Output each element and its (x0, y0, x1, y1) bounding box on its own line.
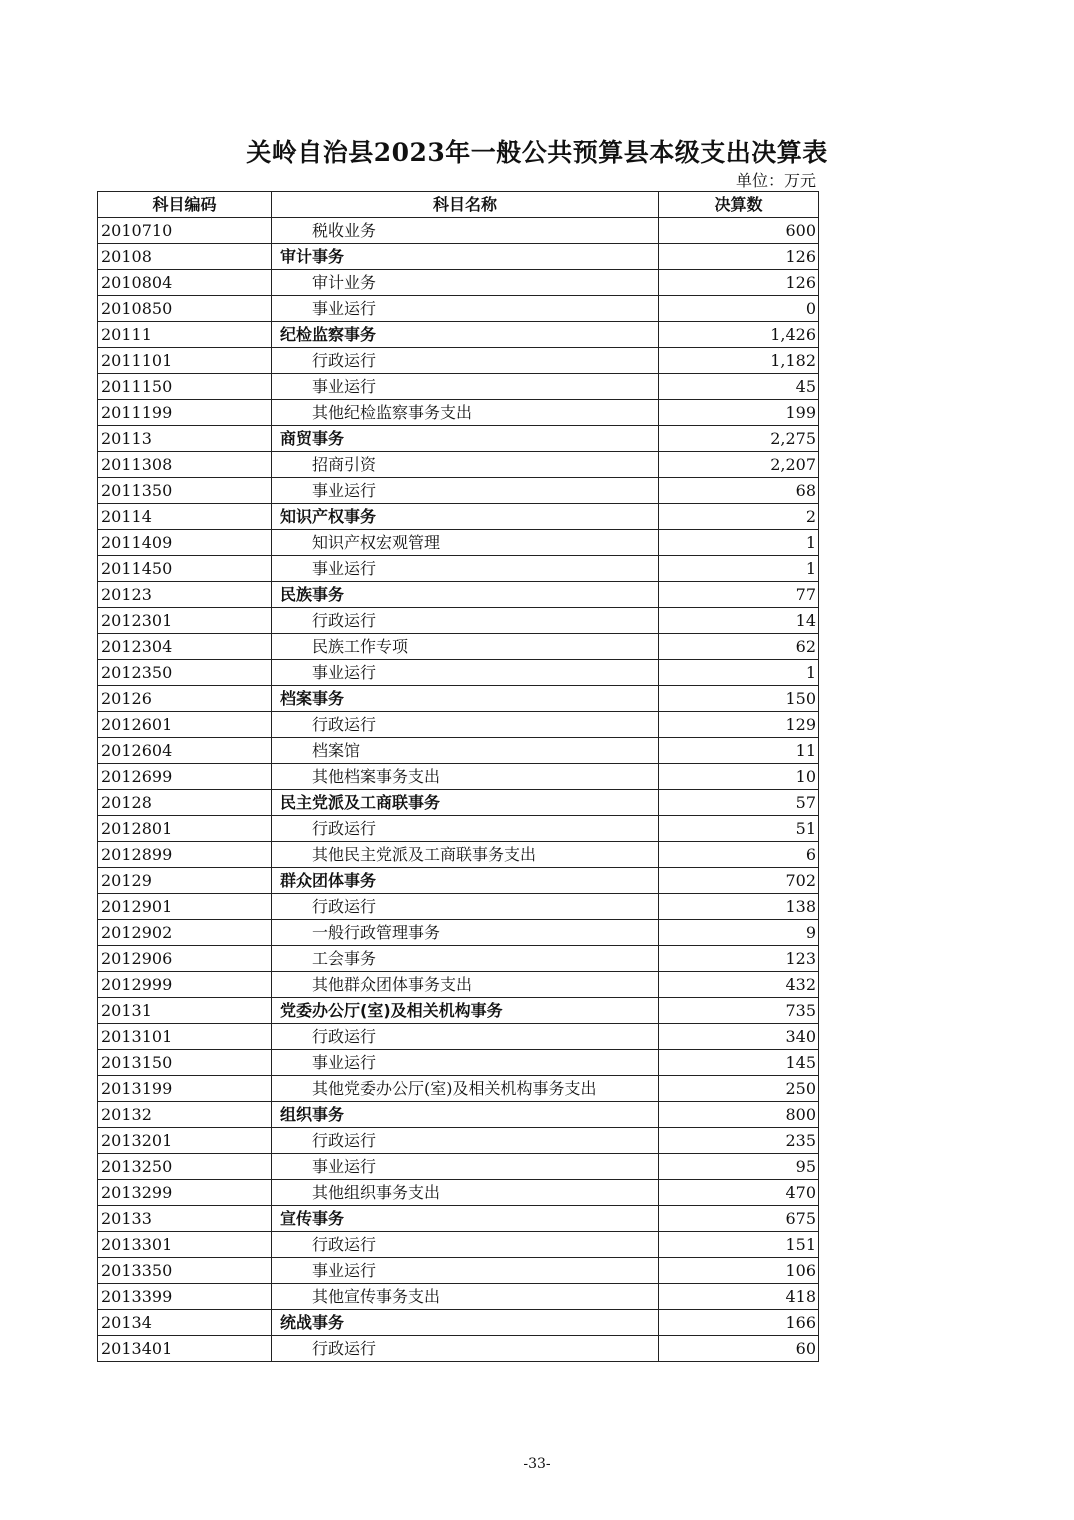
table-row (98, 478, 819, 504)
table-row (98, 764, 819, 790)
table-row (98, 296, 819, 322)
row-code: 2013101 (98, 1024, 272, 1050)
table-row (98, 244, 819, 270)
row-name: 其他党委办公厅(室)及相关机构事务支出 (272, 1076, 659, 1102)
row-amount: 126 (659, 270, 819, 296)
header-name: 科目名称 (272, 192, 659, 218)
row-name: 纪检监察事务 (272, 322, 659, 348)
row-amount: 145 (659, 1050, 819, 1076)
row-amount: 151 (659, 1232, 819, 1258)
row-code: 2011199 (98, 400, 272, 426)
table-row (98, 920, 819, 946)
table-row (98, 608, 819, 634)
row-code: 2012901 (98, 894, 272, 920)
row-name: 民主党派及工商联事务 (272, 790, 659, 816)
row-name: 事业运行 (272, 478, 659, 504)
row-name: 行政运行 (272, 1336, 659, 1362)
row-amount: 77 (659, 582, 819, 608)
table-row (98, 1024, 819, 1050)
table-row (98, 1102, 819, 1128)
row-name: 其他档案事务支出 (272, 764, 659, 790)
row-amount: 166 (659, 1310, 819, 1336)
table-row (98, 374, 819, 400)
table-row (98, 1050, 819, 1076)
table-row (98, 1258, 819, 1284)
table-row (98, 868, 819, 894)
row-amount: 14 (659, 608, 819, 634)
row-name: 统战事务 (272, 1310, 659, 1336)
table-row (98, 738, 819, 764)
row-code: 2012899 (98, 842, 272, 868)
row-code: 2011450 (98, 556, 272, 582)
row-code: 2011350 (98, 478, 272, 504)
row-amount: 1,426 (659, 322, 819, 348)
row-name: 其他纪检监察事务支出 (272, 400, 659, 426)
page-title: 关岭自治县2023年一般公共预算县本级支出决算表 (246, 138, 828, 167)
table-header-row (98, 192, 819, 218)
row-code: 2011101 (98, 348, 272, 374)
row-name: 一般行政管理事务 (272, 920, 659, 946)
table-body (98, 218, 819, 1362)
row-code: 20126 (98, 686, 272, 712)
row-code: 2013401 (98, 1336, 272, 1362)
row-amount: 106 (659, 1258, 819, 1284)
row-amount: 57 (659, 790, 819, 816)
row-code: 20113 (98, 426, 272, 452)
row-code: 2011150 (98, 374, 272, 400)
table-row (98, 530, 819, 556)
table-row (98, 1284, 819, 1310)
table-row (98, 946, 819, 972)
row-amount: 2 (659, 504, 819, 530)
row-code: 2013350 (98, 1258, 272, 1284)
row-amount: 432 (659, 972, 819, 998)
row-code: 2012601 (98, 712, 272, 738)
row-name: 工会事务 (272, 946, 659, 972)
row-amount: 9 (659, 920, 819, 946)
row-amount: 6 (659, 842, 819, 868)
row-code: 20111 (98, 322, 272, 348)
row-name: 其他民主党派及工商联事务支出 (272, 842, 659, 868)
table-row (98, 634, 819, 660)
row-amount: 2,207 (659, 452, 819, 478)
row-amount: 800 (659, 1102, 819, 1128)
table-row (98, 400, 819, 426)
row-code: 20123 (98, 582, 272, 608)
row-name: 其他群众团体事务支出 (272, 972, 659, 998)
row-code: 2013201 (98, 1128, 272, 1154)
row-code: 2010804 (98, 270, 272, 296)
table-row (98, 998, 819, 1024)
row-amount: 1 (659, 556, 819, 582)
row-name: 事业运行 (272, 556, 659, 582)
row-amount: 60 (659, 1336, 819, 1362)
row-amount: 62 (659, 634, 819, 660)
row-code: 2012304 (98, 634, 272, 660)
table-row (98, 972, 819, 998)
row-name: 知识产权宏观管理 (272, 530, 659, 556)
row-code: 20134 (98, 1310, 272, 1336)
row-name: 审计业务 (272, 270, 659, 296)
row-code: 2010850 (98, 296, 272, 322)
header-code: 科目编码 (98, 192, 272, 218)
row-name: 事业运行 (272, 1258, 659, 1284)
row-name: 税收业务 (272, 218, 659, 244)
row-name: 行政运行 (272, 1232, 659, 1258)
row-amount: 129 (659, 712, 819, 738)
row-amount: 123 (659, 946, 819, 972)
row-amount: 11 (659, 738, 819, 764)
row-code: 20133 (98, 1206, 272, 1232)
table-row (98, 1206, 819, 1232)
row-name: 其他宣传事务支出 (272, 1284, 659, 1310)
table-row (98, 686, 819, 712)
table-row (98, 816, 819, 842)
row-amount: 45 (659, 374, 819, 400)
row-code: 20132 (98, 1102, 272, 1128)
row-code: 2013301 (98, 1232, 272, 1258)
row-code: 2013399 (98, 1284, 272, 1310)
table-row (98, 582, 819, 608)
row-code: 20131 (98, 998, 272, 1024)
row-name: 商贸事务 (272, 426, 659, 452)
row-code: 2012906 (98, 946, 272, 972)
row-amount: 150 (659, 686, 819, 712)
row-code: 2010710 (98, 218, 272, 244)
row-name: 行政运行 (272, 712, 659, 738)
row-amount: 418 (659, 1284, 819, 1310)
row-amount: 1 (659, 530, 819, 556)
row-name: 行政运行 (272, 608, 659, 634)
unit-label: 单位：万元 (735, 171, 816, 190)
row-name: 行政运行 (272, 1024, 659, 1050)
row-code: 2011409 (98, 530, 272, 556)
row-code: 20114 (98, 504, 272, 530)
table-row (98, 1180, 819, 1206)
row-name: 宣传事务 (272, 1206, 659, 1232)
table-row (98, 1128, 819, 1154)
row-name: 组织事务 (272, 1102, 659, 1128)
row-name: 行政运行 (272, 348, 659, 374)
expenditure-table (97, 191, 819, 1362)
row-name: 群众团体事务 (272, 868, 659, 894)
table-row (98, 218, 819, 244)
table-row (98, 894, 819, 920)
row-amount: 702 (659, 868, 819, 894)
row-amount: 10 (659, 764, 819, 790)
table-row (98, 712, 819, 738)
row-name: 事业运行 (272, 660, 659, 686)
row-amount: 235 (659, 1128, 819, 1154)
row-amount: 199 (659, 400, 819, 426)
table-row (98, 426, 819, 452)
row-code: 2012350 (98, 660, 272, 686)
row-code: 2012999 (98, 972, 272, 998)
row-name: 事业运行 (272, 1154, 659, 1180)
row-code: 2012699 (98, 764, 272, 790)
row-code: 2013250 (98, 1154, 272, 1180)
row-amount: 1 (659, 660, 819, 686)
table-row (98, 1154, 819, 1180)
row-code: 20129 (98, 868, 272, 894)
row-amount: 95 (659, 1154, 819, 1180)
row-code: 2013199 (98, 1076, 272, 1102)
table-row (98, 504, 819, 530)
row-name: 行政运行 (272, 894, 659, 920)
row-name: 民族事务 (272, 582, 659, 608)
table-row (98, 1232, 819, 1258)
row-amount: 138 (659, 894, 819, 920)
row-name: 审计事务 (272, 244, 659, 270)
row-name: 党委办公厅(室)及相关机构事务 (272, 998, 659, 1024)
table-row (98, 790, 819, 816)
row-amount: 68 (659, 478, 819, 504)
row-amount: 675 (659, 1206, 819, 1232)
row-code: 2011308 (98, 452, 272, 478)
row-name: 民族工作专项 (272, 634, 659, 660)
row-name: 事业运行 (272, 1050, 659, 1076)
table-row (98, 842, 819, 868)
row-amount: 126 (659, 244, 819, 270)
row-name: 知识产权事务 (272, 504, 659, 530)
row-name: 档案馆 (272, 738, 659, 764)
row-amount: 735 (659, 998, 819, 1024)
table-row (98, 1336, 819, 1362)
row-code: 2012902 (98, 920, 272, 946)
row-amount: 1,182 (659, 348, 819, 374)
row-amount: 250 (659, 1076, 819, 1102)
table-row (98, 452, 819, 478)
row-name: 事业运行 (272, 296, 659, 322)
row-code: 20128 (98, 790, 272, 816)
header-amount: 决算数 (659, 192, 819, 218)
table-row (98, 270, 819, 296)
row-name: 事业运行 (272, 374, 659, 400)
page-number: -33- (523, 1456, 551, 1472)
row-amount: 51 (659, 816, 819, 842)
table-row (98, 660, 819, 686)
row-code: 2013150 (98, 1050, 272, 1076)
table-row (98, 348, 819, 374)
row-name: 招商引资 (272, 452, 659, 478)
row-code: 2013299 (98, 1180, 272, 1206)
table-row (98, 1076, 819, 1102)
row-amount: 600 (659, 218, 819, 244)
table-row (98, 1310, 819, 1336)
row-code: 2012801 (98, 816, 272, 842)
row-name: 行政运行 (272, 1128, 659, 1154)
row-amount: 470 (659, 1180, 819, 1206)
table-row (98, 556, 819, 582)
table-row (98, 322, 819, 348)
row-name: 档案事务 (272, 686, 659, 712)
row-name: 其他组织事务支出 (272, 1180, 659, 1206)
row-amount: 340 (659, 1024, 819, 1050)
row-amount: 0 (659, 296, 819, 322)
row-name: 行政运行 (272, 816, 659, 842)
row-code: 20108 (98, 244, 272, 270)
row-code: 2012301 (98, 608, 272, 634)
row-amount: 2,275 (659, 426, 819, 452)
row-code: 2012604 (98, 738, 272, 764)
